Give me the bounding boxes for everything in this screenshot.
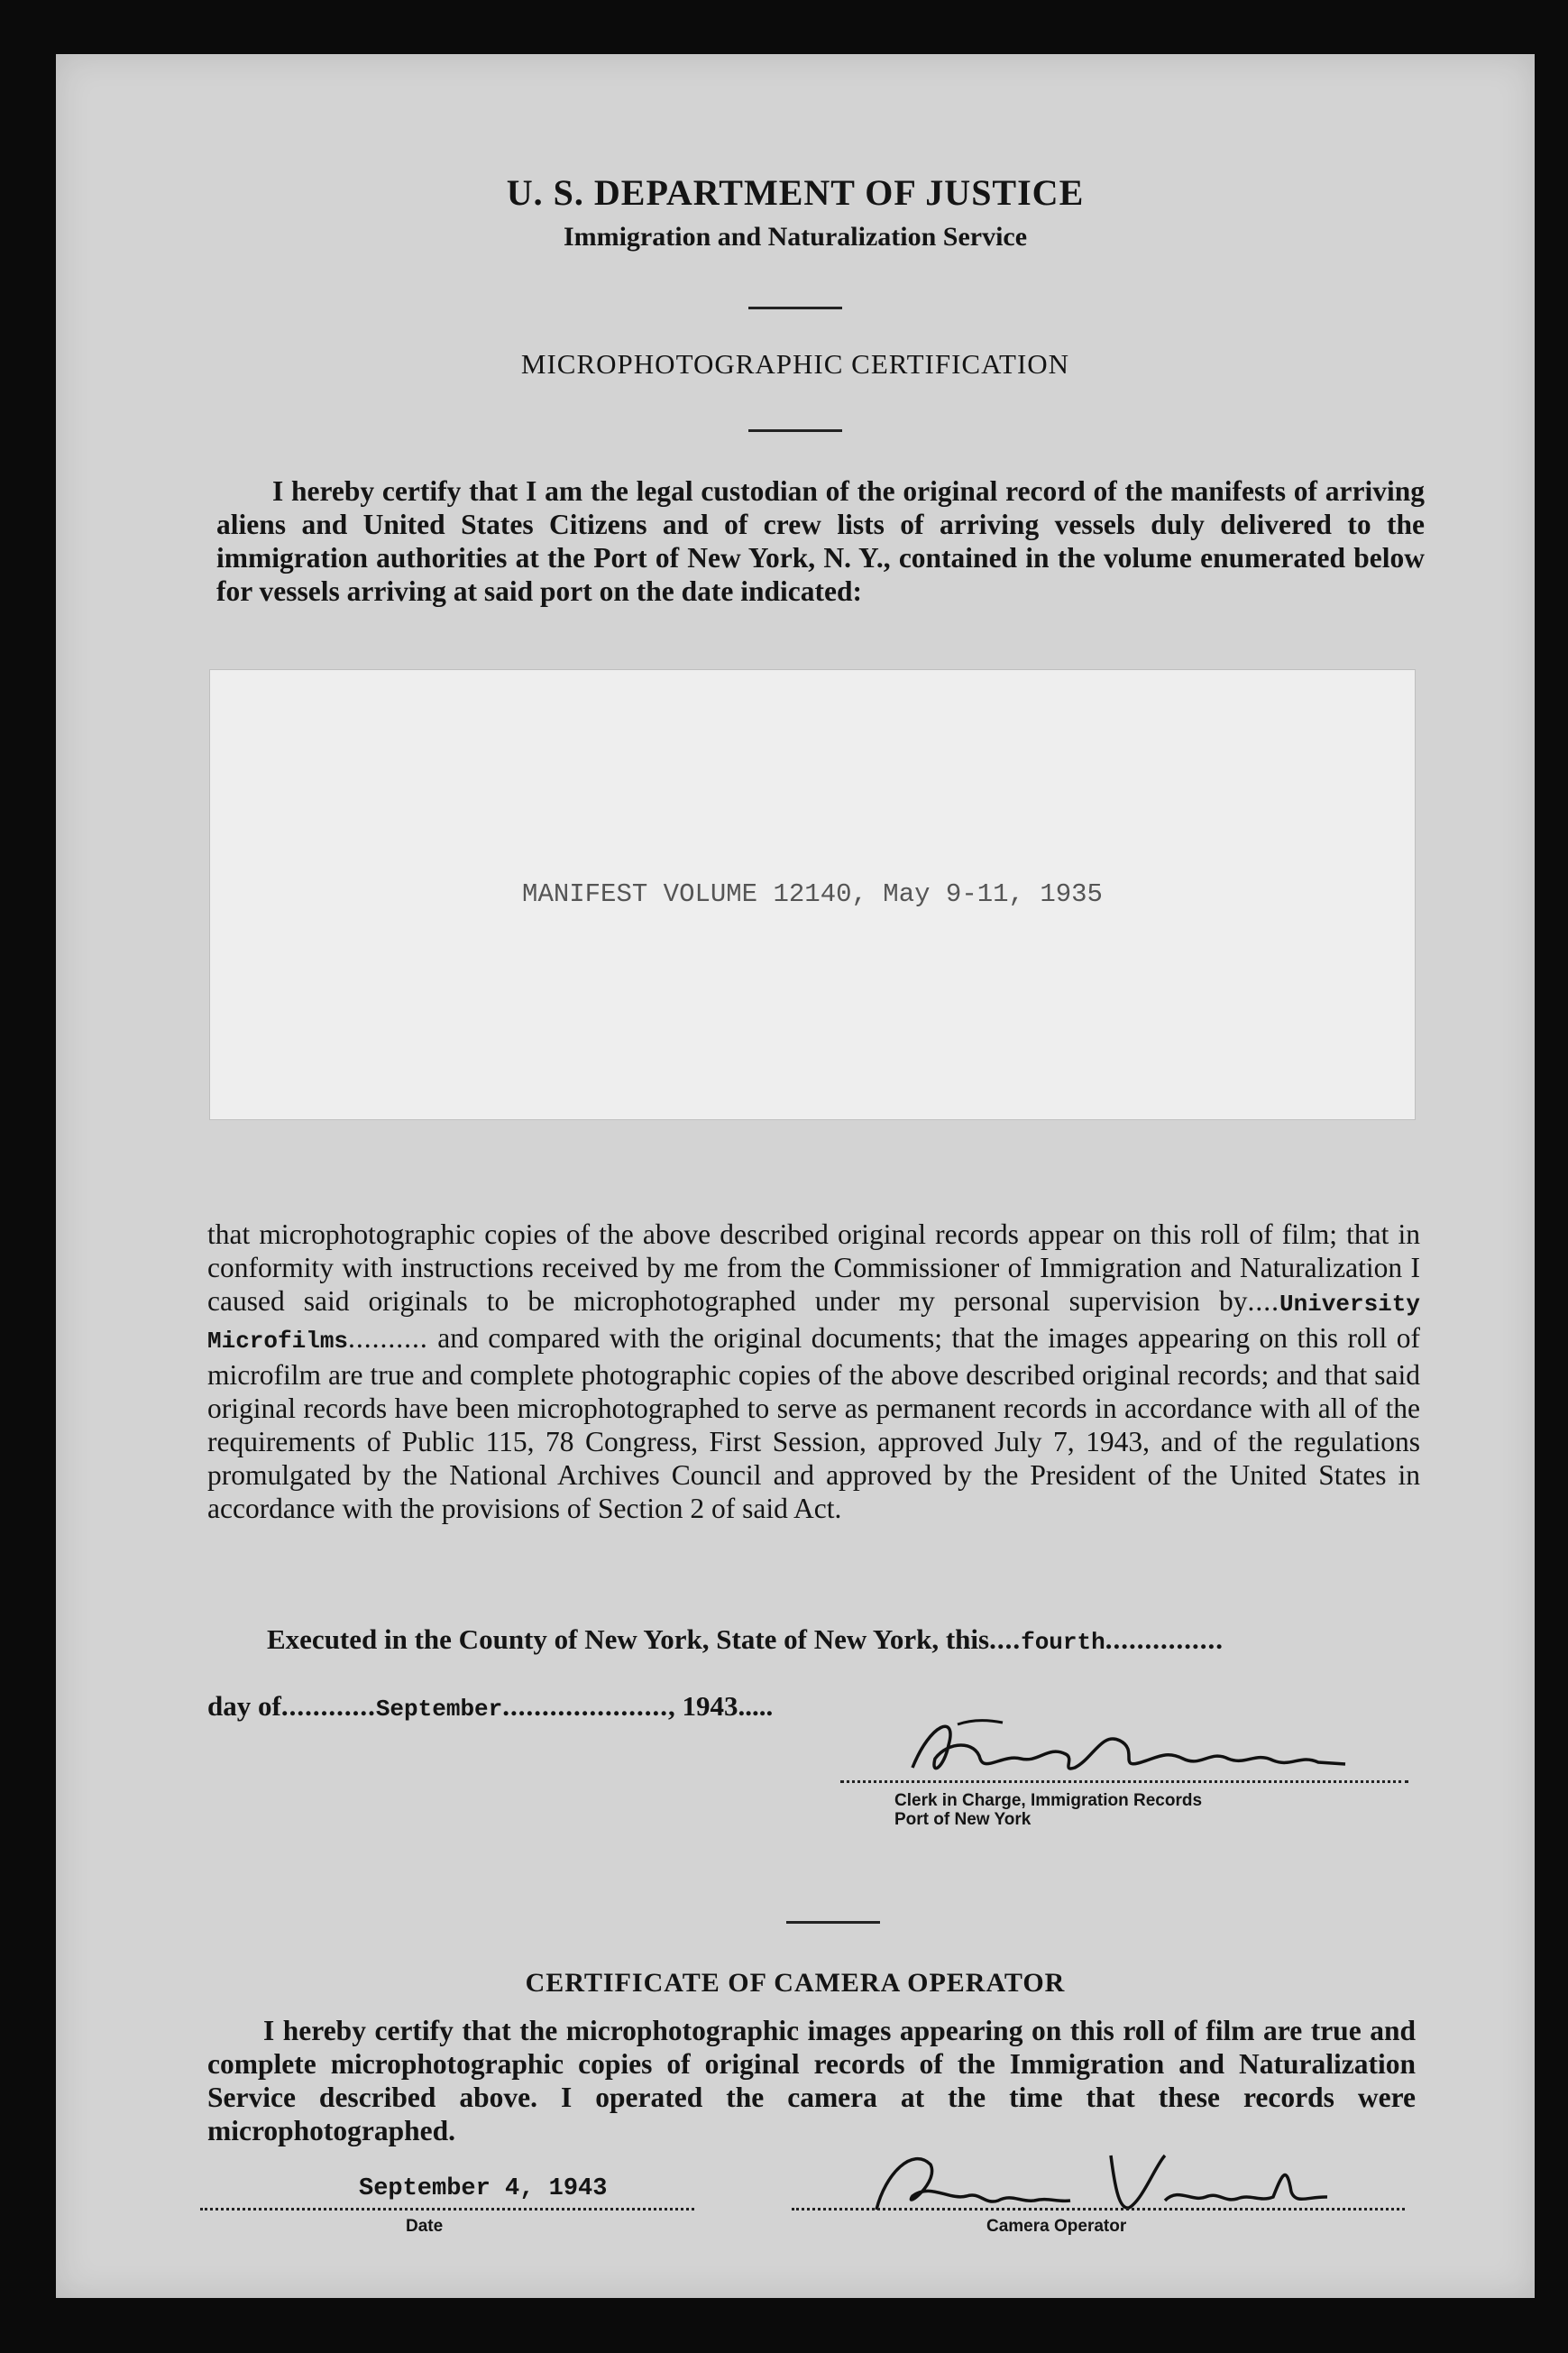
- year-value: , 1943.....: [668, 1690, 774, 1722]
- fill-dots: ....: [989, 1623, 1022, 1655]
- certification-title: MICROPHOTOGRAPHIC CERTIFICATION: [520, 348, 1070, 380]
- clerk-signature-line: [840, 1780, 1408, 1783]
- body-text-part1: that microphotographic copies of the above described original records appear on this roll of film; that in conformity with instructions received by me from the Commissioner of Immigration and Naturalization I caused said originals to be microphotographed under my personal supervision by: [207, 1218, 1420, 1317]
- operator-date-value: September 4, 1943: [359, 2175, 608, 2202]
- record-label-box: [209, 669, 1416, 1120]
- divider-rule: [786, 1921, 880, 1924]
- department-title: U. S. DEPARTMENT OF JUSTICE: [506, 172, 1085, 213]
- date-label: Date: [406, 2217, 444, 2236]
- executed-line: [267, 1623, 1224, 1656]
- camera-operator-signature-line: [792, 2208, 1405, 2211]
- body-text-part2: and compared with the original documents; that the images appearing on this roll of microfilm are true and complete photographic copies of the above described original records; and that said original records have been microphotographed to serve as permanent records in accordance with all of the requirements of Public 115, 78 Congress, First Session, approved July 7, 1943, and of the regulations promulgated by the National Archives Council and approved by the President of the United States in accordance with the provisions of Section 2 of said Act.: [207, 1322, 1420, 1524]
- camera-operator-title: CERTIFICATE OF CAMERA OPERATOR: [525, 1968, 1066, 1998]
- company-name: University Microfilms: [207, 1291, 1420, 1355]
- day-value: fourth: [1021, 1629, 1105, 1656]
- divider-rule: [748, 307, 842, 309]
- clerk-title-line1: Clerk in Charge, Immigration Records: [894, 1791, 1203, 1810]
- certification-body: [207, 1218, 1420, 1525]
- fill-dots: ...............: [1105, 1623, 1224, 1655]
- certificate-sheet: [56, 54, 1535, 2298]
- camera-operator-label: Camera Operator: [986, 2217, 1127, 2236]
- day-of-line: [207, 1690, 773, 1723]
- clerk-title-line2: Port of New York: [894, 1810, 1032, 1829]
- custodian-statement: I hereby certify that I am the legal custodian of the original record of the manifests of arriving aliens and United States Citizens and of crew lists of arriving vessels duly delivered to the immigration authorities at the Port of New York, N. Y., contained in the volume enumerated below for vessels arriving at said port on the date indicated:: [216, 475, 1425, 607]
- divider-rule: [748, 429, 842, 432]
- date-line: [200, 2208, 694, 2211]
- day-of-label: day of: [207, 1690, 281, 1722]
- manifest-volume-label: MANIFEST VOLUME 12140, May 9-11, 1935: [522, 879, 1103, 909]
- fill-dots: ..........: [348, 1322, 428, 1354]
- fill-dots: ....: [1247, 1285, 1279, 1317]
- fill-dots: .....................: [502, 1690, 669, 1722]
- executed-prefix: Executed in the County of New York, State of New York, this: [267, 1623, 990, 1655]
- camera-operator-signature: [849, 2137, 1354, 2228]
- service-subtitle: Immigration and Naturalization Service: [563, 222, 1028, 252]
- month-value: September: [375, 1696, 503, 1723]
- fill-dots: ............: [280, 1690, 376, 1722]
- camera-operator-statement: I hereby certify that the microphotographic images appearing on this roll of film are true and complete microphotographic copies of original records of the Immigration and Naturalization Service described above. I operated the camera at the time that these records were microphotographed.: [207, 2015, 1416, 2146]
